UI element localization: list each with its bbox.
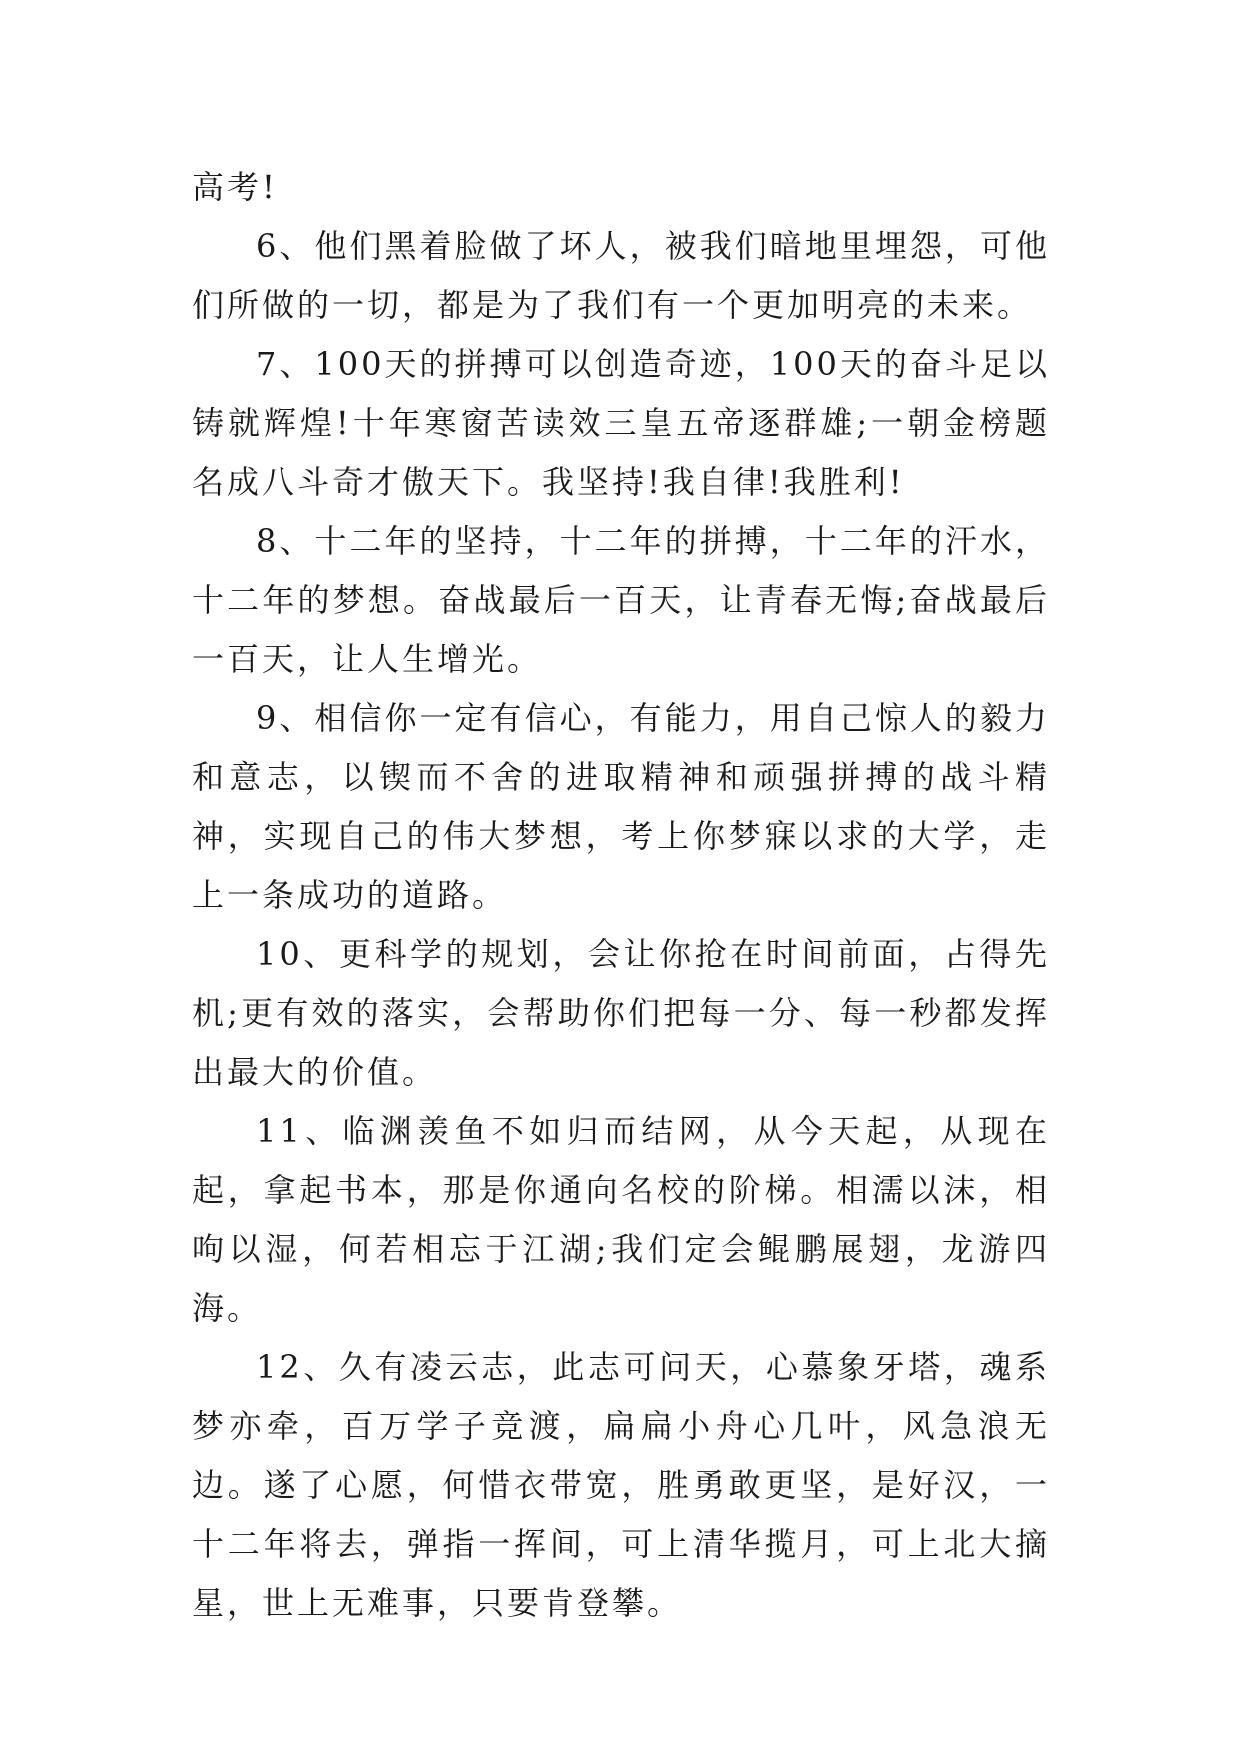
- paragraph-continuation: 高考!: [192, 168, 278, 206]
- paragraph-item-10: 10、更科学的规划，会让你抢在时间前面，占得先机;更有效的落实，会帮助你们把每一分、每一秒都发挥出最大的价值。: [192, 935, 1050, 1091]
- paragraph-item-9: 9、相信你一定有信心，有能力，用自己惊人的毅力和意志，以锲而不舍的进取精神和顽强拼搏的战斗精神，实现自己的伟大梦想，考上你梦寐以求的大学，走上一条成功的道路。: [192, 699, 1050, 914]
- paragraph-item-7: 7、100天的拼搏可以创造奇迹，100天的奋斗足以铸就辉煌!十年寒窗苦读效三皇五帝逐群雄;一朝金榜题名成八斗奇才傲天下。我坚持!我自律!我胜利!: [192, 345, 1050, 501]
- document-body: [192, 158, 1050, 1633]
- paragraph-item-11: 11、临渊羡鱼不如归而结网，从今天起，从现在起，拿起书本，那是你通向名校的阶梯。相濡以沫，相呴以湿，何若相忘于江湖;我们定会鲲鹏展翅，龙游四海。: [192, 1112, 1050, 1327]
- paragraph-item-6: 6、他们黑着脸做了坏人，被我们暗地里埋怨，可他们所做的一切，都是为了我们有一个更加明亮的未来。: [192, 227, 1050, 324]
- paragraph-item-8: 8、十二年的坚持，十二年的拼搏，十二年的汗水，十二年的梦想。奋战最后一百天，让青春无悔;奋战最后一百天，让人生增光。: [192, 522, 1050, 678]
- paragraph-item-12: 12、久有凌云志，此志可问天，心慕象牙塔，魂系梦亦牵，百万学子竞渡，扁扁小舟心几叶，风急浪无边。遂了心愿，何惜衣带宽，胜勇敢更坚，是好汉，一十二年将去，弹指一挥间，可上清华揽月，可上北大摘星，世上无难事，只要肯登攀。: [192, 1348, 1050, 1622]
